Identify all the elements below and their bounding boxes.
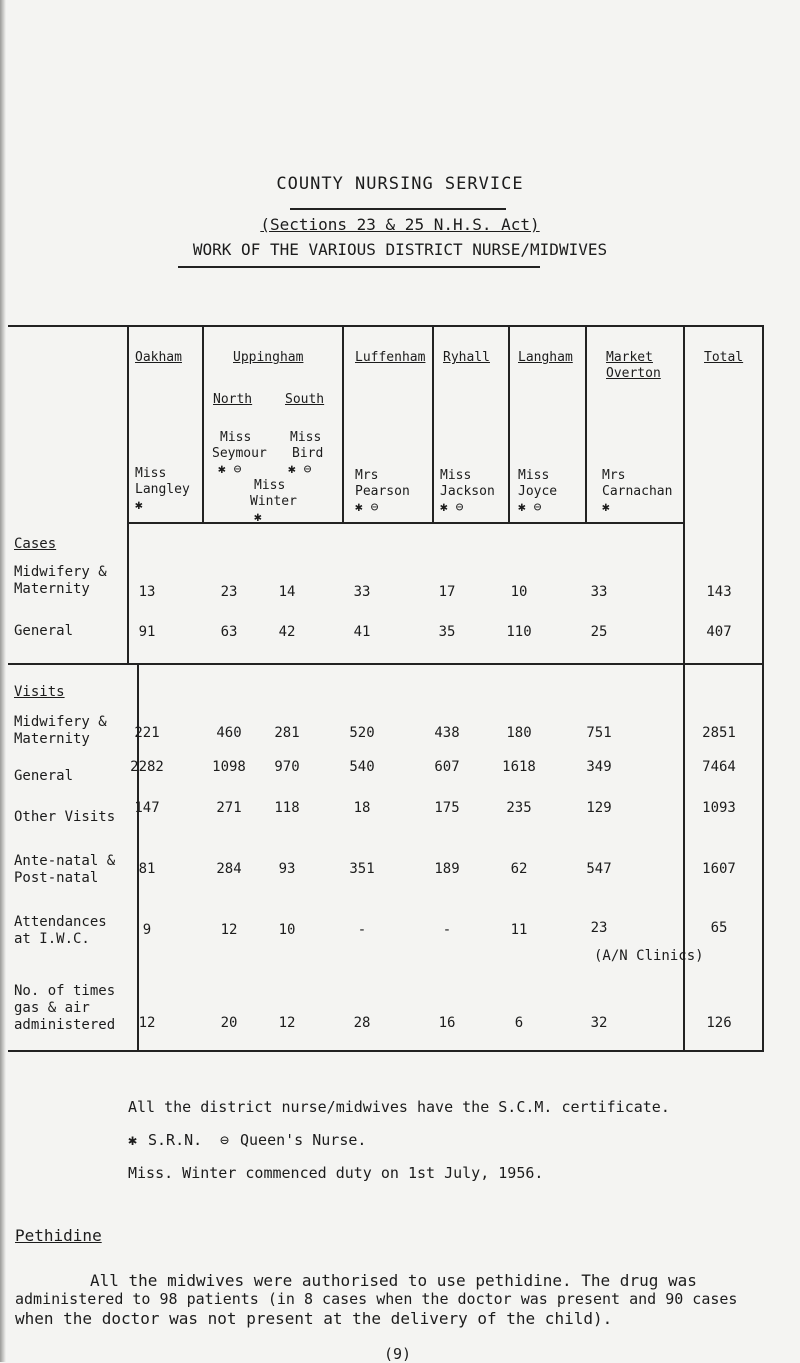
cases-row-0-label-1: Midwifery &: [14, 564, 107, 580]
cases-row-0-label-2: Maternity: [14, 581, 90, 597]
col-divider-langham: [508, 325, 510, 523]
cases-row-0-value-4: 17: [438, 584, 456, 600]
visits-row-3-value-7: 1607: [702, 861, 736, 877]
visits-row-3-value-5: 62: [510, 861, 528, 877]
shared-nurse-mark: ✱: [254, 510, 262, 525]
uppingham-north-label: North: [213, 392, 253, 407]
visits-row-4-value-2: 10: [278, 922, 296, 938]
oakham-qualification-mark: ✱: [135, 498, 143, 513]
visits-row-4-value-5: 11: [510, 922, 528, 938]
market-nurse-name: Carnachan: [602, 484, 673, 499]
visits-row-3-label-2: Post-natal: [14, 870, 99, 886]
visits-row-5-value-3: 28: [353, 1015, 371, 1031]
visits-row-0-value-5: 180: [506, 725, 532, 741]
col-header-luffenham: Luffenham: [355, 350, 426, 365]
visits-row-3-value-3: 351: [349, 861, 375, 877]
market-mark: ✱: [602, 500, 610, 515]
visits-row-1-value-1: 1098: [212, 759, 246, 775]
visits-row-3-value-0: 81: [138, 861, 156, 877]
visits-row-2-value-1: 271: [216, 800, 242, 816]
cases-row-1-value-6: 25: [590, 624, 608, 640]
visits-row-0-value-7: 2851: [702, 725, 736, 741]
north-nurse-marks: ✱ ⊖: [218, 462, 242, 477]
cases-row-1-value-5: 110: [506, 624, 532, 640]
col-divider-uppingham: [202, 325, 204, 523]
visits-row-0-value-0: 221: [134, 725, 160, 741]
col-header-oakham: Oakham: [135, 350, 182, 365]
visits-row-5-label-1: No. of times: [14, 983, 116, 999]
visits-row-3-value-4: 189: [434, 861, 460, 877]
luffenham-nurse-title: Mrs: [355, 468, 379, 483]
visits-row-2-value-7: 1093: [702, 800, 736, 816]
cases-row-1-value-0: 91: [138, 624, 156, 640]
pethidine-line-3: when the doctor was not present at the delivery of the child).: [15, 1309, 613, 1328]
ryhall-nurse-name: Jackson: [440, 484, 495, 499]
col-header-ryhall: Ryhall: [443, 350, 490, 365]
visits-row-5-label-2: gas & air: [14, 1000, 90, 1016]
visits-row-3-value-1: 284: [216, 861, 242, 877]
header-bottom-border: [128, 522, 684, 524]
visits-row-0-label-2: Maternity: [14, 731, 90, 747]
north-nurse-title: Miss: [220, 430, 252, 445]
visits-row-2-label-1: Other Visits: [14, 809, 116, 825]
visits-row-1-value-2: 970: [274, 759, 300, 775]
shared-nurse-title: Miss: [254, 478, 286, 493]
cases-row-1-value-2: 42: [278, 624, 296, 640]
visits-row-1-value-6: 349: [586, 759, 612, 775]
visits-row-4-value-7: 65: [710, 920, 728, 936]
page-edge-shadow: [0, 0, 6, 1362]
visits-row-4-value-3: -: [357, 922, 367, 938]
col-header-langham: Langham: [518, 350, 573, 365]
cases-row-1-value-1: 63: [220, 624, 238, 640]
visits-row-4-value-1: 12: [220, 922, 238, 938]
visits-row-3-value-6: 547: [586, 861, 612, 877]
cases-row-0-value-0: 13: [138, 584, 156, 600]
cases-row-1-value-3: 41: [353, 624, 371, 640]
cases-row-0-value-6: 33: [590, 584, 608, 600]
cases-row-1-value-7: 407: [706, 624, 732, 640]
ryhall-nurse-title: Miss: [440, 468, 472, 483]
visits-row-2-value-5: 235: [506, 800, 532, 816]
visits-row-2-value-0: 147: [134, 800, 160, 816]
cases-heading: Cases: [14, 536, 57, 552]
visits-row-1-value-5: 1618: [502, 759, 536, 775]
visits-row-1-value-3: 540: [349, 759, 375, 775]
cases-row-0-value-5: 10: [510, 584, 528, 600]
visits-row-5-value-1: 20: [220, 1015, 238, 1031]
col-header-market-overton-2: Overton: [606, 366, 661, 381]
heading-underline: [178, 266, 540, 268]
market-nurse-title: Mrs: [602, 468, 626, 483]
pethidine-line-1: All the midwives were authorised to use pethidine. The drug was: [90, 1271, 697, 1290]
visits-label-divider: [137, 663, 139, 1050]
col-header-market-overton-1: Market: [606, 350, 653, 365]
table-top-border: [8, 325, 764, 327]
visits-row-1-value-4: 607: [434, 759, 460, 775]
oakham-nurse-name: Langley: [135, 482, 190, 497]
cases-row-1-value-4: 35: [438, 624, 456, 640]
cases-row-0-value-7: 143: [706, 584, 732, 600]
cases-row-0-value-1: 23: [220, 584, 238, 600]
visits-row-0-value-4: 438: [434, 725, 460, 741]
work-heading: WORK OF THE VARIOUS DISTRICT NURSE/MIDWIVES: [192, 240, 608, 259]
scm-note: All the district nurse/midwives have the S.C.M. certificate.: [128, 1098, 670, 1116]
visits-row-0-label-1: Midwifery &: [14, 714, 107, 730]
visits-heading: Visits: [14, 684, 65, 700]
shared-nurse-name: Winter: [250, 494, 297, 509]
visits-row-5-value-2: 12: [278, 1015, 296, 1031]
cases-row-1-label-1: General: [14, 623, 74, 639]
visits-row-0-value-2: 281: [274, 725, 300, 741]
col-divider-market: [585, 325, 587, 523]
queens-mark-icon: ⊖: [220, 1131, 230, 1149]
visits-row-2-value-4: 175: [434, 800, 460, 816]
queens-legend: Queen's Nurse.: [240, 1131, 367, 1149]
visits-row-4-label-1: Attendances: [14, 914, 107, 930]
col-header-uppingham: Uppingham: [233, 350, 304, 365]
visits-row-5-value-0: 12: [138, 1015, 156, 1031]
table-bottom-border: [8, 1050, 764, 1052]
col-divider-oakham: [127, 325, 129, 665]
south-nurse-marks: ✱ ⊖: [288, 462, 312, 477]
uppingham-south-label: South: [285, 392, 325, 407]
visits-row-5-value-4: 16: [438, 1015, 456, 1031]
visits-row-0-value-3: 520: [349, 725, 375, 741]
visits-row-0-value-1: 460: [216, 725, 242, 741]
visits-row-2-value-2: 118: [274, 800, 300, 816]
visits-row-3-label-1: Ante-natal &: [14, 853, 116, 869]
srn-mark-icon: ✱: [128, 1131, 138, 1149]
page-title: COUNTY NURSING SERVICE: [276, 174, 524, 194]
visits-row-1-value-0: 2282: [130, 759, 164, 775]
visits-row-1-label-1: General: [14, 768, 74, 784]
ryhall-marks: ✱ ⊖: [440, 500, 464, 515]
visits-row-5-label-3: administered: [14, 1017, 116, 1033]
visits-row-4-value-4: -: [442, 922, 452, 938]
langham-nurse-name: Joyce: [518, 484, 558, 499]
visits-row-2-value-3: 18: [353, 800, 371, 816]
sections-subtitle: (Sections 23 & 25 N.H.S. Act): [260, 215, 540, 234]
oakham-nurse-title: Miss: [135, 466, 167, 481]
visits-row-4-value-6: 23: [590, 920, 608, 936]
page-number: (9): [384, 1345, 412, 1363]
north-nurse-name: Seymour: [212, 446, 267, 461]
clinics-note: (A/N Clinics): [594, 948, 704, 964]
luffenham-nurse-name: Pearson: [355, 484, 410, 499]
south-nurse-name: Bird: [292, 446, 324, 461]
pethidine-heading: Pethidine: [15, 1226, 102, 1245]
table-right-border: [762, 325, 764, 1050]
pethidine-line-2: administered to 98 patients (in 8 cases when the doctor was present and 90 cases: [15, 1290, 738, 1308]
visits-row-5-value-7: 126: [706, 1015, 732, 1031]
visits-row-4-value-0: 9: [142, 922, 152, 938]
visits-row-2-value-6: 129: [586, 800, 612, 816]
langham-nurse-title: Miss: [518, 468, 550, 483]
visits-row-5-value-6: 32: [590, 1015, 608, 1031]
title-underline: [290, 208, 506, 210]
visits-row-5-value-5: 6: [514, 1015, 524, 1031]
visits-row-1-value-7: 7464: [702, 759, 736, 775]
visits-row-3-value-2: 93: [278, 861, 296, 877]
srn-legend: S.R.N.: [148, 1131, 203, 1149]
visits-row-0-value-6: 751: [586, 725, 612, 741]
col-divider-total: [683, 325, 685, 1050]
col-header-total: Total: [704, 350, 744, 365]
south-nurse-title: Miss: [290, 430, 322, 445]
winter-note: Miss. Winter commenced duty on 1st July, 1956.: [128, 1164, 544, 1182]
cases-bottom-border: [8, 663, 764, 665]
col-divider-luffenham: [342, 325, 344, 523]
langham-marks: ✱ ⊖: [518, 500, 542, 515]
visits-row-4-label-2: at I.W.C.: [14, 931, 90, 947]
cases-row-0-value-2: 14: [278, 584, 296, 600]
cases-row-0-value-3: 33: [353, 584, 371, 600]
col-divider-ryhall: [432, 325, 434, 523]
luffenham-marks: ✱ ⊖: [355, 500, 379, 515]
